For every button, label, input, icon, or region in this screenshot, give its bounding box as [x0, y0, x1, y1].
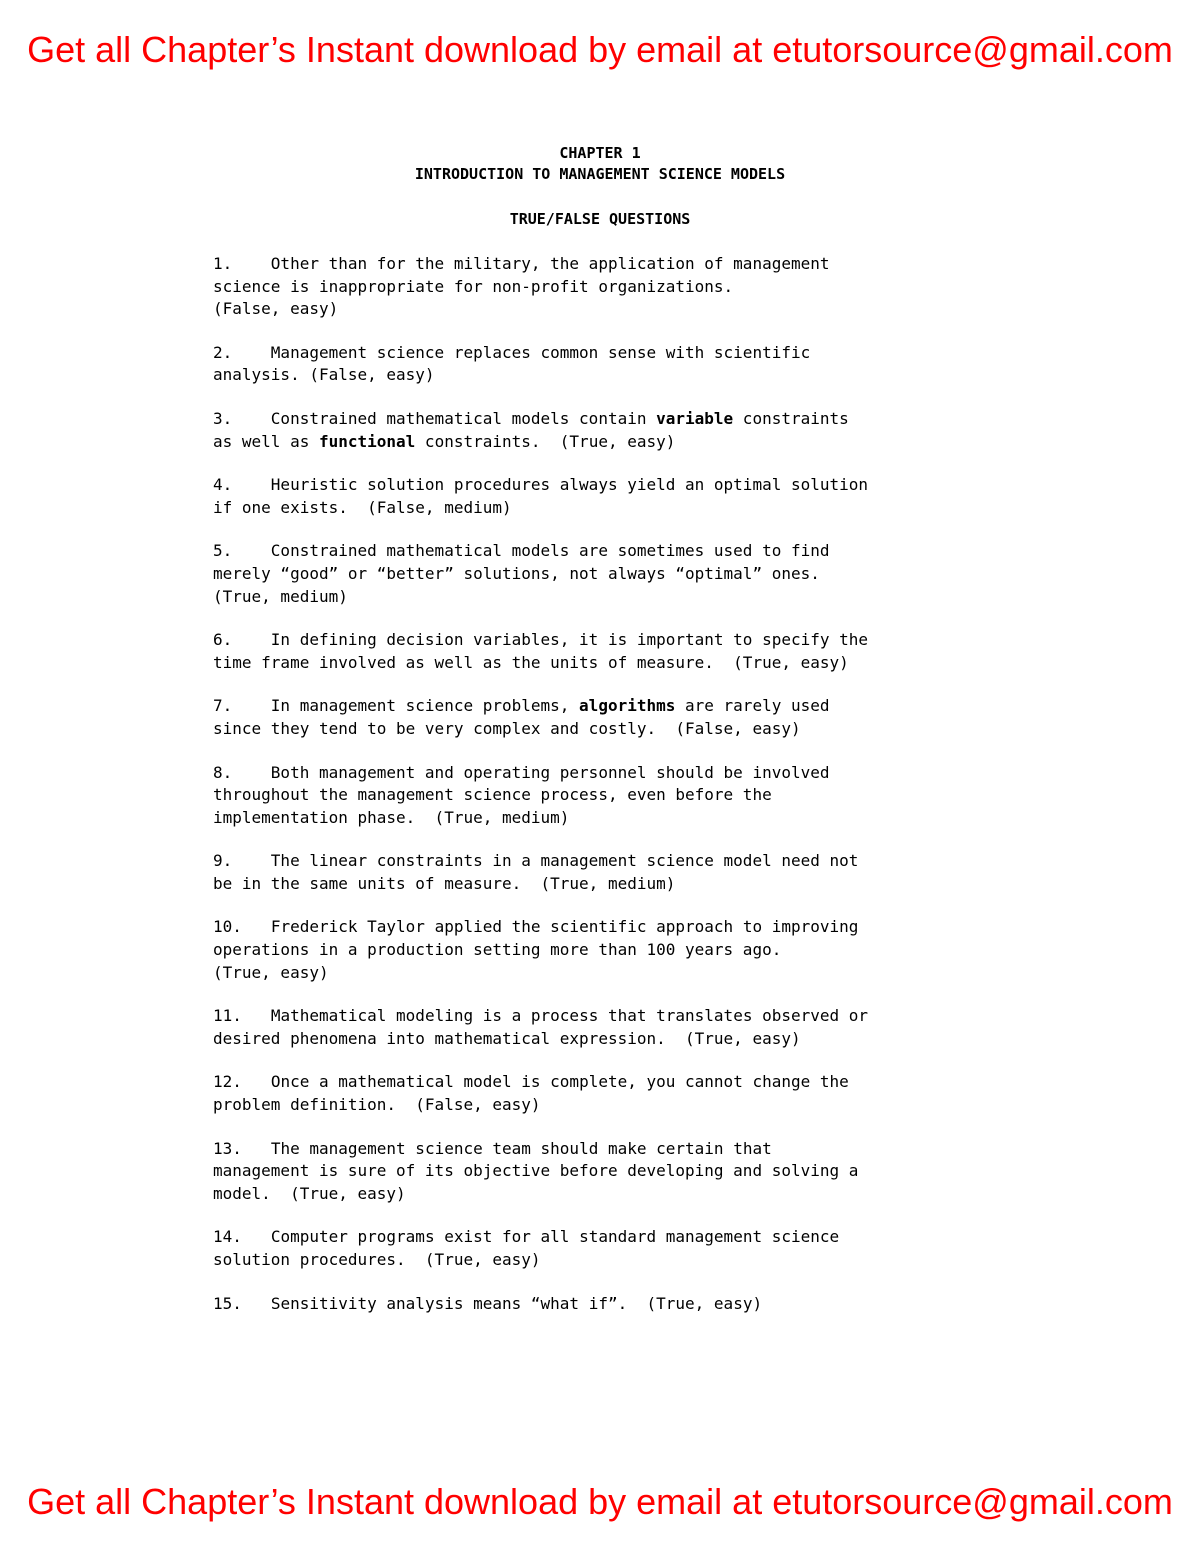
- question-text: The management science team should make certain that management is sure of its objective before developing and solving a model. (True, easy): [213, 1138, 859, 1203]
- question-text: Mathematical modeling is a process that translates observed or desired phenomena into mathematical expression. (True, easy): [213, 1006, 869, 1048]
- question-number: 8.: [213, 762, 233, 782]
- question-text: constraints as well as: [213, 408, 849, 451]
- question-text: are rarely used since they tend to be very complex and costly. (False, easy): [213, 696, 830, 738]
- question-item: [213, 1005, 1033, 1050]
- question-item: [213, 1071, 1033, 1116]
- question-text: In defining decision variables, it is important to specify the time frame involved as well as the units of measure. (True, easy): [213, 630, 869, 672]
- question-text: Frederick Taylor applied the scientific approach to improving operations in a production setting more than 100 years ago. (True, easy): [213, 917, 859, 982]
- question-item: [213, 850, 1033, 895]
- question-text: Once a mathematical model is complete, you cannot change the problem definition. (False, easy): [213, 1072, 849, 1115]
- question-number: 13.: [213, 1138, 242, 1158]
- question-text: Heuristic solution procedures always yield an optimal solution if one exists. (False, medium): [213, 475, 869, 517]
- download-banner-top: Get all Chapter’s Instant download by email at etutorsource@gmail.com: [27, 29, 1173, 70]
- download-banner-bottom: Get all Chapter’s Instant download by email at etutorsource@gmail.com: [27, 1481, 1173, 1522]
- chapter-title: INTRODUCTION TO MANAGEMENT SCIENCE MODELS: [414, 165, 786, 183]
- question-number: 3.: [213, 408, 233, 428]
- question-item: [213, 253, 1033, 321]
- question-text: Sensitivity analysis means “what if”. (True, easy): [270, 1293, 763, 1313]
- question-text: In management science problems,: [270, 696, 580, 716]
- question-number: 11.: [213, 1006, 242, 1026]
- question-number: 15.: [213, 1293, 242, 1313]
- question-emphasis: variable: [656, 408, 734, 428]
- question-text: Management science replaces common sense with scientific analysis. (False, easy): [213, 342, 811, 385]
- question-text: Other than for the military, the application of management science is inappropriate for non-profit organizations. (False, easy): [213, 254, 830, 319]
- question-item: [213, 474, 1033, 519]
- question-number: 12.: [213, 1072, 242, 1092]
- question-item: [213, 695, 1033, 740]
- question-number: 7.: [213, 696, 233, 716]
- question-number: 1.: [213, 254, 233, 273]
- question-text: Constrained mathematical models are sometimes used to find merely “good” or “better” solutions, not always “optimal” ones. (True, medium): [213, 541, 830, 606]
- question-item: [213, 408, 1033, 453]
- question-text: The linear constraints in a management science model need not be in the same units of measure. (True, medium): [213, 851, 859, 893]
- question-emphasis: functional: [318, 431, 416, 451]
- question-number: 10.: [213, 917, 242, 937]
- question-number: 2.: [213, 342, 233, 362]
- question-item: [213, 762, 1033, 830]
- question-number: 6.: [213, 630, 233, 650]
- question-item: [213, 540, 1033, 608]
- question-number: 9.: [213, 851, 233, 871]
- question-text: Both management and operating personnel should be involved throughout the management science process, even before the implementation phase. (True, medium): [213, 762, 830, 827]
- question-item: [213, 916, 1033, 984]
- question-text: Computer programs exist for all standard management science solution procedures. (True, easy): [213, 1227, 840, 1269]
- question-item: [213, 1226, 1033, 1271]
- question-number: 5.: [213, 541, 233, 561]
- question-emphasis: algorithms: [579, 696, 676, 716]
- chapter-heading: CHAPTER 1: [559, 144, 641, 162]
- section-heading: TRUE/FALSE QUESTIONS: [509, 210, 691, 228]
- question-item: [213, 1293, 1033, 1316]
- question-item: [213, 342, 1033, 387]
- question-item: [213, 1138, 1033, 1206]
- question-number: 14.: [213, 1227, 242, 1247]
- question-text: constraints. (True, easy): [415, 431, 676, 451]
- question-number: 4.: [213, 475, 233, 495]
- question-item: [213, 629, 1033, 674]
- question-text: Constrained mathematical models contain: [270, 408, 657, 428]
- question-list: [213, 253, 1033, 1315]
